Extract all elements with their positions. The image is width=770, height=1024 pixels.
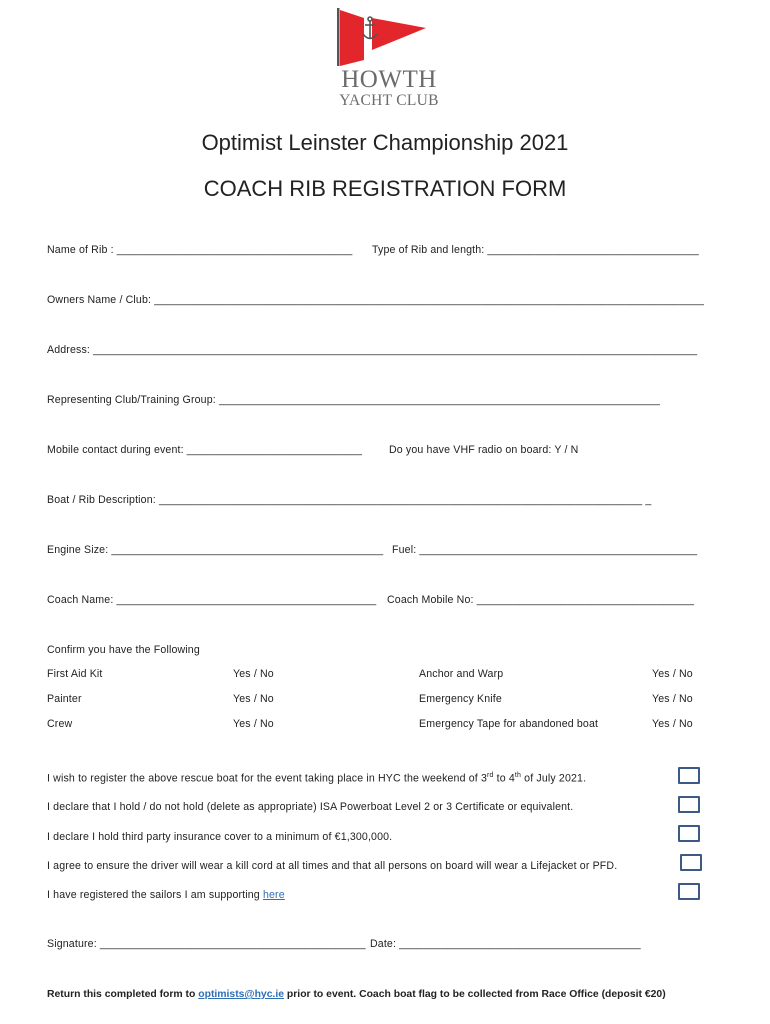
page-title: Optimist Leinster Championship 2021 — [201, 130, 569, 155]
confirm-item: Emergency Knife — [419, 693, 502, 705]
here-link[interactable]: here — [262, 889, 285, 901]
flag-logo-icon — [334, 6, 444, 68]
fuel-field[interactable]: Fuel: ______________________________________________ — [392, 544, 698, 556]
declaration-checkbox[interactable] — [678, 825, 700, 842]
date-field[interactable]: Date: ________________________________________ — [370, 938, 641, 950]
vhf-radio-question[interactable]: Do you have VHF radio on board: Y / N — [389, 444, 579, 456]
logo-text-yacht-club: YACHT CLUB — [339, 92, 439, 109]
confirm-item: First Aid Kit — [47, 668, 103, 680]
confirm-answer[interactable]: Yes / No — [233, 693, 274, 705]
representing-club-field[interactable]: Representing Club/Training Group: _________________________________________________________________________ — [47, 394, 660, 406]
owners-name-field[interactable]: Owners Name / Club: ___________________________________________________________________________________________ — [47, 294, 705, 306]
logo-text-howth: HOWTH — [341, 66, 437, 93]
footer-instructions: Return this completed form to optimists@hyc.ie prior to event. Coach boat flag to be collected from Race Office (deposit €20) — [47, 989, 666, 1000]
boat-description-field[interactable]: Boat / Rib Description: ________________________________________________________________________________ _ — [47, 494, 652, 506]
declaration-sailors: I have registered the sailors I am supporting here — [47, 889, 285, 901]
declaration-register: I wish to register the above rescue boat for the event taking place in HYC the weekend of 3rd to 4th of July 2021. — [47, 772, 587, 785]
declaration-checkbox[interactable] — [680, 854, 702, 871]
coach-name-field[interactable]: Coach Name: ___________________________________________ — [47, 594, 377, 606]
address-field[interactable]: Address: ____________________________________________________________________________________________________ — [47, 344, 698, 356]
confirm-answer[interactable]: Yes / No — [652, 693, 693, 705]
confirm-item: Painter — [47, 693, 82, 705]
confirm-item: Crew — [47, 718, 73, 730]
declaration-checkbox[interactable] — [678, 796, 700, 813]
confirm-answer[interactable]: Yes / No — [233, 668, 274, 680]
rib-name-field[interactable]: Name of Rib : _______________________________________ — [47, 244, 353, 256]
confirm-item: Emergency Tape for abandoned boat — [419, 718, 599, 730]
coach-mobile-field[interactable]: Coach Mobile No: ____________________________________ — [387, 594, 695, 606]
mobile-contact-field[interactable]: Mobile contact during event: _____________________________ — [47, 444, 363, 456]
engine-size-field[interactable]: Engine Size: _____________________________________________ — [47, 544, 384, 556]
declaration-insurance: I declare I hold third party insurance cover to a minimum of €1,300,000. — [47, 831, 393, 843]
rib-type-field[interactable]: Type of Rib and length: ___________________________________ — [372, 244, 699, 256]
confirm-answer[interactable]: Yes / No — [233, 718, 274, 730]
form-subtitle: COACH RIB REGISTRATION FORM — [203, 176, 567, 201]
declaration-checkbox[interactable] — [678, 767, 700, 784]
signature-field[interactable]: Signature: ____________________________________________ — [47, 938, 366, 950]
declaration-kill-cord: I agree to ensure the driver will wear a kill cord at all times and that all persons on board will wear a Lifejacket or PFD. — [47, 860, 618, 872]
confirm-heading: Confirm you have the Following — [47, 644, 200, 656]
confirm-item: Anchor and Warp — [419, 668, 504, 680]
confirm-answer[interactable]: Yes / No — [652, 718, 693, 730]
declaration-checkbox[interactable] — [678, 883, 700, 900]
declaration-powerboat-cert: I declare that I hold / do not hold (delete as appropriate) ISA Powerboat Level 2 or 3 Certificate or equivalent. — [47, 801, 574, 813]
email-link[interactable]: optimists@hyc.ie — [198, 989, 285, 1000]
confirm-answer[interactable]: Yes / No — [652, 668, 693, 680]
club-logo — [334, 6, 444, 110]
